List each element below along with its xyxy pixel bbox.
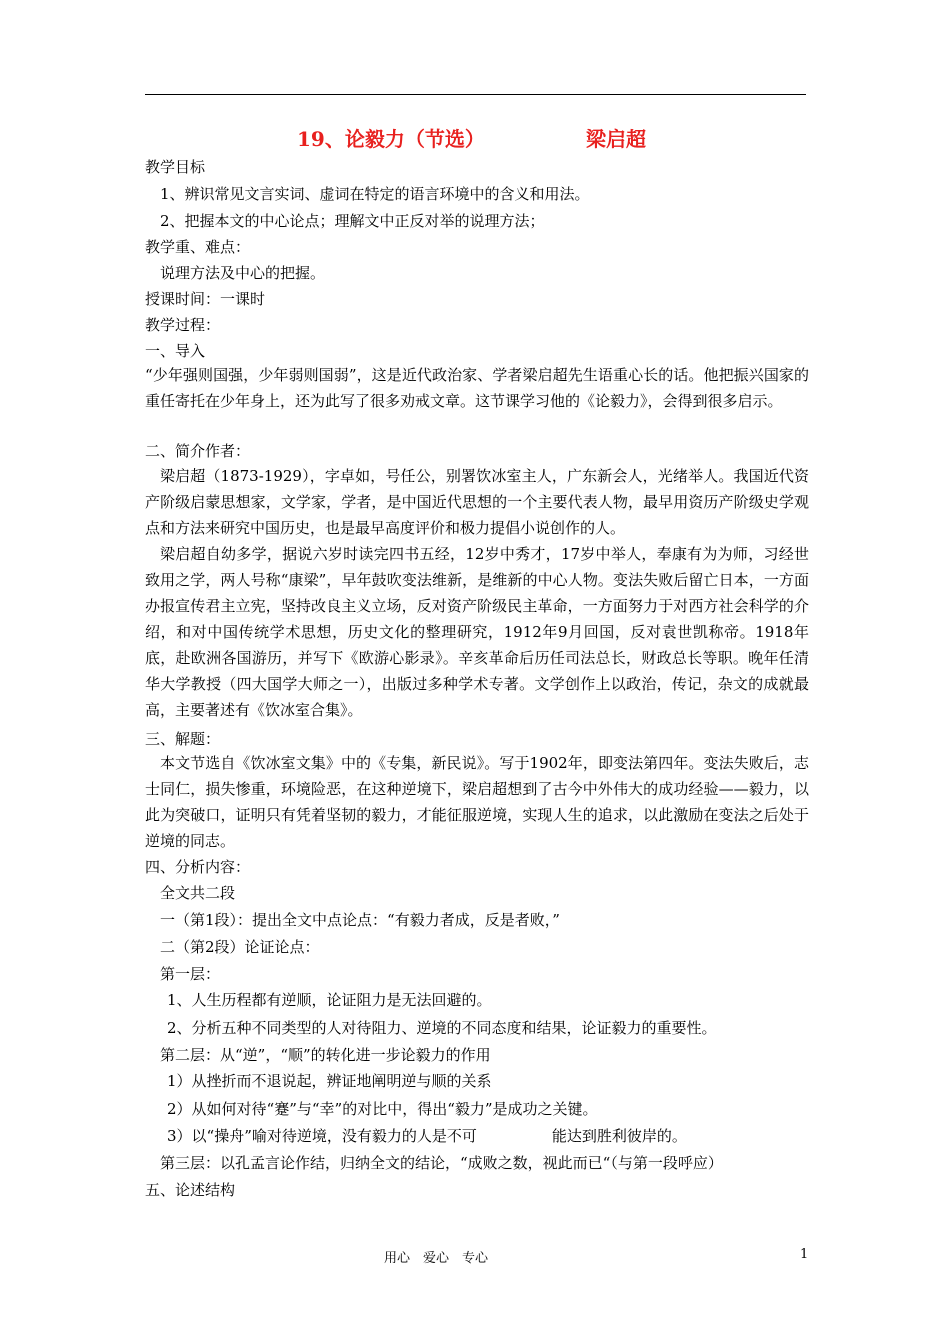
process-heading: 教学过程： xyxy=(145,316,221,334)
section-structure-heading: 五、论述结构 xyxy=(145,1181,236,1199)
analysis-line: 1、人生历程都有逆顺，论证阻力是无法回避的。 xyxy=(167,991,492,1009)
author-paragraph-1: 梁启超（1873-1929），字卓如，号任公，别署饮冰室主人，广东新会人，光绪举人。我国近代资产阶级启蒙思想家，文学家，学者，是中国近代思想的一个主要代表人物，最早用资历产阶级史学观点和方法来研究中国历史，也是最早高度评价和极力提倡小说创作的人。 xyxy=(145,467,809,537)
analysis-line: 第二层：从“逆”，“顺”的转化进一步论毅力的作用 xyxy=(160,1046,491,1064)
section-title-heading: 三、解题： xyxy=(145,730,221,748)
section-author-heading: 二、简介作者： xyxy=(145,442,251,460)
key-points-heading: 教学重、难点： xyxy=(145,238,251,256)
section-intro-heading: 一、导入 xyxy=(145,342,206,360)
analysis-line: 第一层： xyxy=(160,965,221,983)
analysis-line: 全文共二段 xyxy=(160,884,236,902)
author-name: 梁启超 xyxy=(586,127,646,151)
page-number: 1 xyxy=(800,1247,809,1262)
objectives-heading: 教学目标 xyxy=(145,158,206,176)
page-footer: 用心 爱心 专心 xyxy=(384,1251,489,1266)
analysis-line: 一（第1段）：提出全文中点论点：“有毅力者成，反是者败，” xyxy=(160,911,560,929)
section-analysis-heading: 四、分析内容： xyxy=(145,858,251,876)
analysis-line: 第三层：以孔孟言论作结，归纳全文的结论，“成败之数，视此而已“（与第一段呼应） xyxy=(160,1154,723,1172)
analysis-line: 2、分析五种不同类型的人对待阻力、逆境的不同态度和结果，论证毅力的重要性。 xyxy=(167,1019,717,1037)
analysis-line: 3）以“操舟”喻对待逆境，没有毅力的人是不可 能达到胜利彼岸的。 xyxy=(167,1127,687,1145)
page-title: 19、论毅力（节选） xyxy=(297,127,485,151)
title-explanation-paragraph: 本文节选自《饮冰室文集》中的《专集，新民说》。写于1902年，即变法第四年。变法失败后，志士同仁，损失惨重，环境险恶，在这种逆境下，梁启超想到了古今中外伟大的成功经验——毅力，以此为突破口，证明只有凭着坚韧的毅力，才能征服逆境，实现人生的追求，以此激励在变法之后处于逆境的同志。 xyxy=(145,754,809,850)
intro-paragraph: “少年强则国强，少年弱则国弱”，这是近代政治家、学者梁启超先生语重心长的话。他把振兴国家的重任寄托在少年身上，还为此写了很多劝戒文章。这节课学习他的《论毅力》，会得到很多启示。 xyxy=(145,366,809,410)
header-rule xyxy=(145,94,806,95)
analysis-line: 二（第2段）论证论点： xyxy=(160,938,320,956)
author-paragraph-2: 梁启超自幼多学，据说六岁时读完四书五经，12岁中秀才，17岁中举人，奉康有为为师，习经世致用之学，两人号称“康梁”，早年鼓吹变法维新，是维新的中心人物。变法失败后留亡日本，一方面办报宣传君主立宪，坚持改良主义立场，反对资产阶级民主革命，一方面努力于对西方社会科学的介绍，和对中国传统学术思想，历史文化的整理研究，1912年9月回国，反对袁世凯称帝。1918年底，赴欧洲各国游历，并写下《欧游心影录》。辛亥革命后历任司法总长，财政总长等职。晚年任清华大学教授（四大国学大师之一），出版过多种学术专著。文学创作上以政治，传记，杂文的成就最高，主要著述有《饮冰室合集》。 xyxy=(145,545,809,719)
class-time: 授课时间：一课时 xyxy=(145,290,266,308)
analysis-line: 1）从挫折而不退说起，辨证地阐明逆与顺的关系 xyxy=(167,1072,492,1090)
objective-1: 1、辨识常见文言实词、虚词在特定的语言环境中的含义和用法。 xyxy=(160,185,590,203)
objective-2: 2、把握本文的中心论点；理解文中正反对举的说理方法； xyxy=(160,212,545,230)
analysis-line: 2）从如何对待“蹇”与“幸”的对比中，得出“毅力”是成功之关键。 xyxy=(167,1100,598,1118)
key-points-text: 说理方法及中心的把握。 xyxy=(160,264,326,282)
